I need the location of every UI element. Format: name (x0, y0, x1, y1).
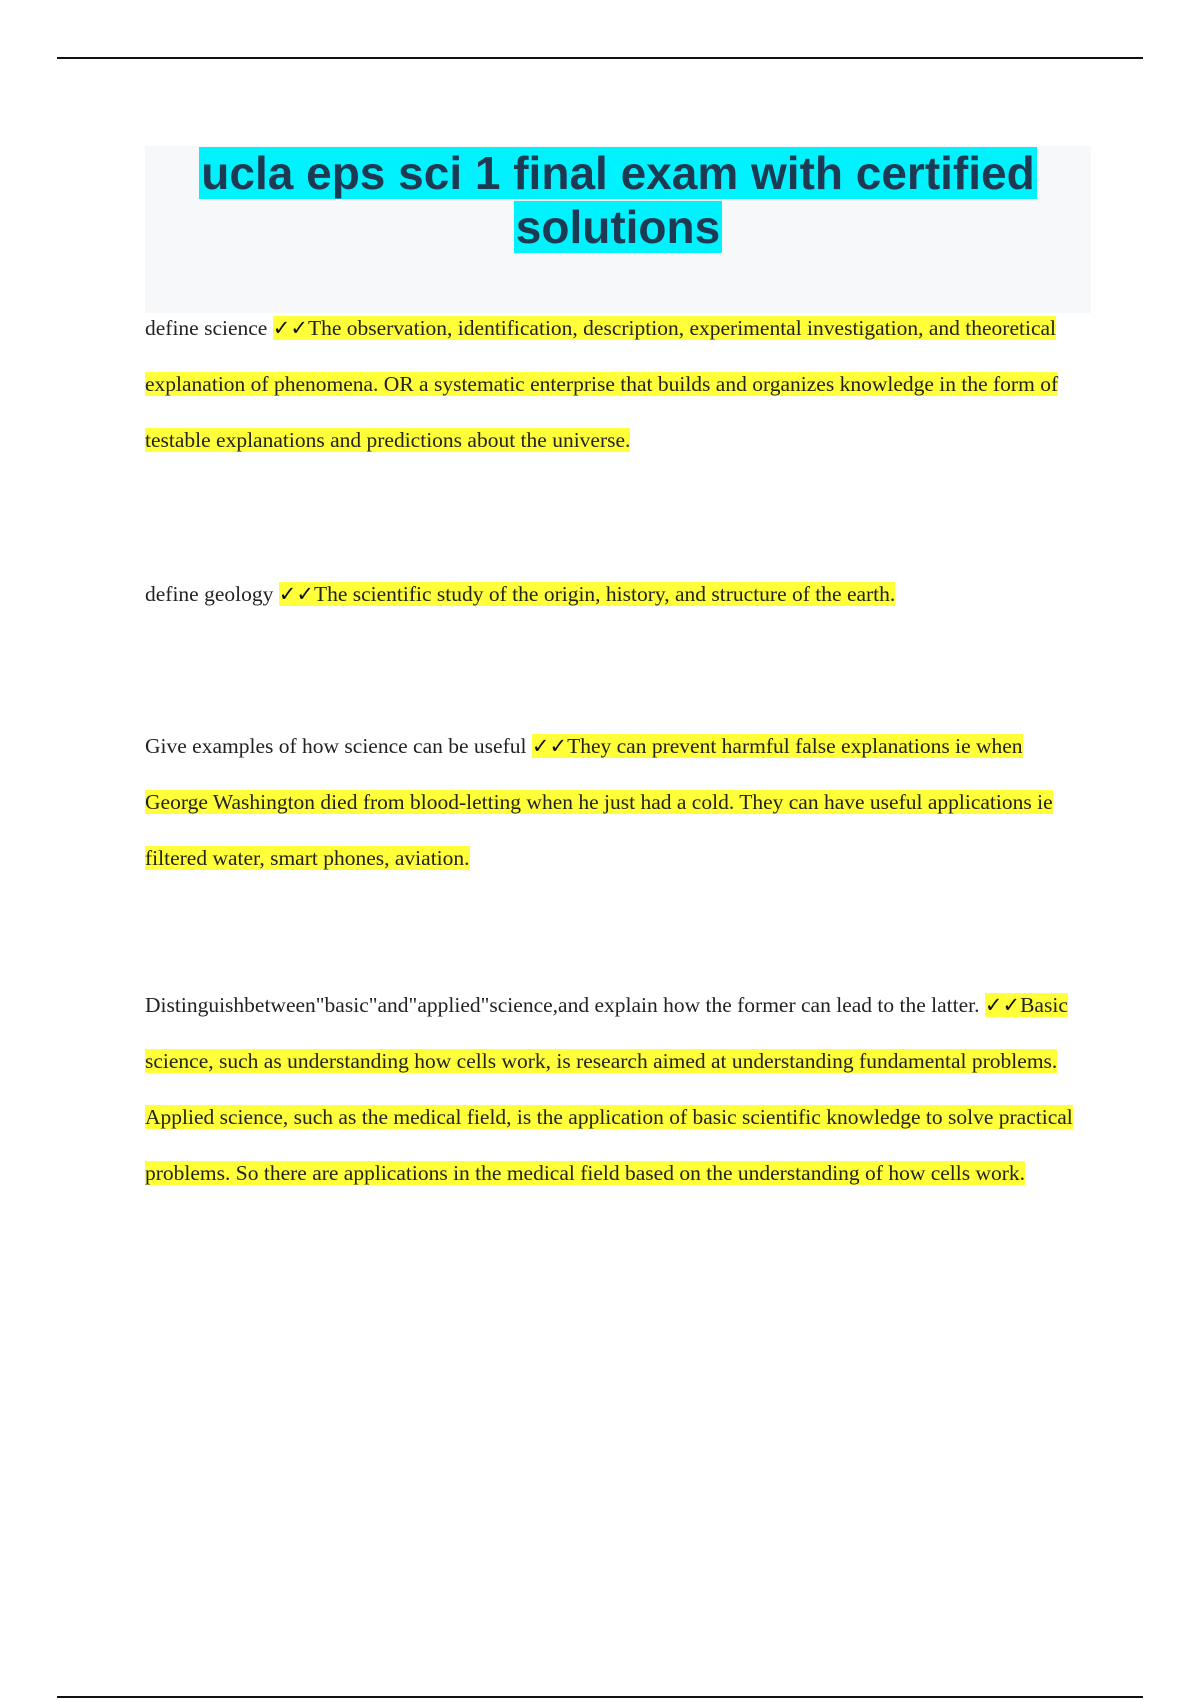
bottom-rule (57, 1696, 1143, 1698)
question-text: define science (145, 316, 268, 340)
answer-text: The observation, identification, description, experimental investigation, and theoretical explanation of phenomena. OR a systematic enterprise that builds and organizes knowledge in the form of testable explanations and predictions about the universe. (145, 316, 1059, 452)
double-check-icon: ✓✓ (272, 316, 308, 340)
qa-item-basic-vs-applied (145, 977, 1090, 1201)
title-banner (145, 146, 1091, 313)
question-text: define geology (145, 582, 274, 606)
answer-text: Basic science, such as understanding how cells work, is research aimed at understanding fundamental problems. Applied science, such as the medical field, is the application of basic scientific knowledge to solve practical problems. So there are applications in the medical field based on the understanding of how cells work. (145, 993, 1073, 1185)
answer-text: The scientific study of the origin, history, and structure of the earth. (313, 582, 896, 606)
question-text: Distinguishbetween"basic"and"applied"science,and explain how the former can lead to the latter. (145, 993, 980, 1017)
double-check-icon: ✓✓ (984, 993, 1021, 1017)
answer-highlight (145, 316, 1058, 452)
qa-item-define-science (145, 300, 1090, 468)
document-title (145, 146, 1091, 254)
answer-highlight (145, 993, 1073, 1185)
double-check-icon: ✓✓ (278, 582, 314, 606)
answer-text: They can prevent harmful false explanations ie when George Washington died from blood-letting when he just had a cold. They can have useful applications ie filtered water, smart phones, aviation. (145, 734, 1053, 870)
top-rule (57, 57, 1143, 59)
answer-highlight (279, 582, 896, 606)
document-title-text: ucla eps sci 1 final exam with certified solutions (201, 147, 1035, 253)
qa-item-define-geology (145, 566, 1090, 622)
question-text: Give examples of how science can be useful (145, 734, 527, 758)
double-check-icon: ✓✓ (531, 734, 568, 758)
qa-item-science-useful (145, 718, 1090, 886)
